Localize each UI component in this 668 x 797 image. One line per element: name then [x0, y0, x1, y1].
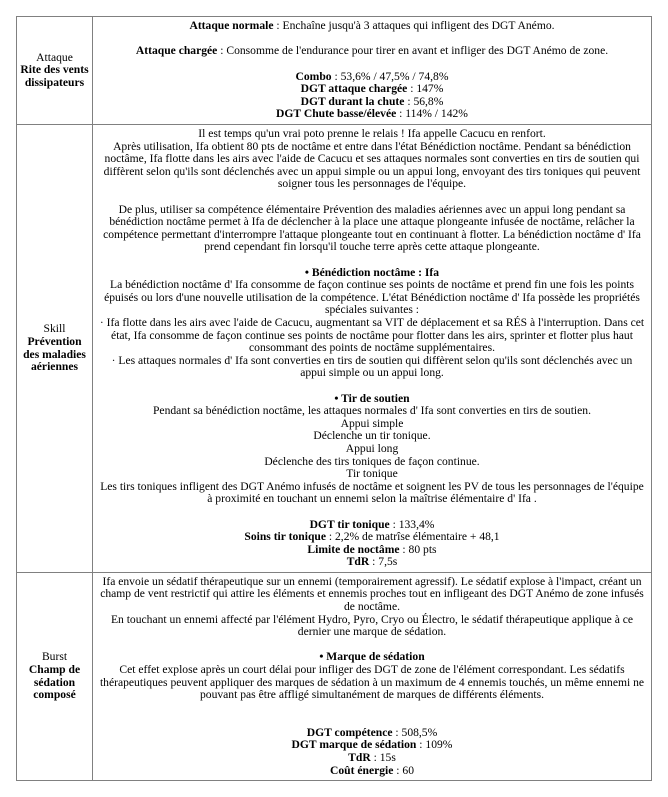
stat-value: : 133,4%	[389, 517, 435, 531]
spacer	[98, 380, 646, 393]
talent-header-cell	[17, 573, 93, 781]
talent-description-cell	[93, 17, 652, 125]
bullet-heading: • Tir de soutien	[334, 391, 410, 405]
description-line: Les tirs toniques infligent des DGT Anémo infusés de noctâme et soignent les PV de tous les personnages de l'équipe à proximité en touchant un ennemi selon la maîtrise élémentaire d' Ifa .	[100, 479, 644, 506]
description-line: En touchant un ennemi affecté par l'élément Hydro, Pyro, Cryo ou Électro, le sédatif thérapeutique applique à ce dernier une marque de sédation.	[110, 612, 634, 639]
spacer	[98, 254, 646, 267]
stat-line	[98, 765, 646, 778]
talent-header-cell	[17, 17, 93, 125]
talent-type-label: Burst	[41, 650, 68, 664]
stat-value: : 56,8%	[404, 94, 444, 108]
talent-name-label: Champ de sédation composé	[28, 662, 81, 702]
stat-line	[98, 20, 646, 33]
talent-row	[17, 573, 652, 781]
stat-value: : 15s	[370, 751, 396, 765]
stat-value: : 147%	[407, 82, 444, 96]
talent-type-label: Attaque	[36, 50, 73, 64]
talent-table	[16, 16, 652, 781]
spacer	[98, 191, 646, 204]
description-line: Appui simple	[340, 416, 404, 430]
stat-value: : Enchaîne jusqu'à 3 attaques qui infligent des DGT Anémo.	[273, 19, 555, 33]
talent-header-cell	[17, 125, 93, 573]
description-line: · Ifa flotte dans les airs avec l'aide de Cacucu, augmentant sa VIT de déplacement et sa RÉS à l'interruption. Dans cet état, Ifa consomme de façon continue ses points de noctâme pour flotter dans les airs, sprinter et flotter plus haut consommant des points de noctâme supplémentaires.	[99, 316, 645, 355]
description-line: · Les attaques normales d' Ifa sont converties en tirs de soutien qui diffèrent selon qu'ils sont déclenchés avec un appui simple ou un appui long.	[111, 353, 633, 380]
stat-value: : 53,6% / 47,5% / 74,8%	[331, 69, 449, 83]
bullet-heading: • Marque de sédation	[319, 650, 425, 664]
stat-line	[98, 108, 646, 121]
talent-row	[17, 125, 652, 573]
stat-line	[98, 45, 646, 58]
description-line: Déclenche un tir tonique.	[313, 429, 431, 443]
talent-type-label: Skill	[43, 322, 66, 336]
talent-description-cell	[93, 125, 652, 573]
stat-label: TdR	[348, 751, 371, 765]
stat-value: : 60	[393, 763, 415, 777]
stat-label: Attaque normale	[189, 19, 274, 33]
bullet-heading: • Bénédiction noctâme : Ifa	[304, 265, 440, 279]
stat-label: DGT durant la chute	[300, 94, 405, 108]
talent-description-cell	[93, 573, 652, 781]
spacer	[98, 702, 646, 727]
description-line: Cet effet explose après un court délai pour infliger des DGT de zone de l'élément correspondant. Les sédatifs thérapeutiques peuvent appliquer des marques de sédation à un maximum de 4 ennemis touchés, un même ennemi ne pouvant pas être affligé simultanément de marques de différents éléments.	[99, 662, 645, 702]
stat-label: DGT attaque chargée	[300, 82, 408, 96]
description-line: Appui long	[345, 441, 399, 455]
stat-value: : 508,5%	[392, 725, 438, 739]
description-line: Tir tonique	[346, 467, 398, 481]
description-line: Déclenche des tirs toniques de façon continue.	[264, 454, 480, 468]
stat-value: : 2,2% de matrîse élémentaire + 48,1	[325, 530, 500, 544]
talent-table-body	[17, 17, 652, 781]
stat-label: Attaque chargée	[135, 44, 218, 58]
stat-label: DGT Chute basse/élevée	[276, 107, 397, 121]
stat-value: : Consomme de l'endurance pour tirer en avant et infliger des DGT Anémo de zone.	[217, 44, 609, 58]
description-line: De plus, utiliser sa compétence élémentaire Prévention des maladies aériennes avec un appui long pendant sa bénédiction noctâme permet à Ifa de déclencher à la place une attaque plongeante infusée de noctâme, relâcher la compétence permettant d'interrompre l'attaque plongeante tout en continuant à flotter. La bénédiction noctâme d' Ifa prend cependant fin lorsqu'il touche terre après cette attaque plongeante.	[103, 202, 641, 254]
description-line: La bénédiction noctâme d' Ifa consomme de façon continue ses points de noctâme et prend fin une fois les points épuisés ou lors d'une nouvelle utilisation de la compétence. L'état Bénédiction noctâme d' Ifa possède les propriétés spéciales suivantes :	[104, 278, 640, 317]
stat-label: DGT marque de sédation	[291, 738, 417, 752]
talent-row	[17, 17, 652, 125]
stat-label: Limite de noctâme	[307, 542, 400, 556]
description-line: Pendant sa bénédiction noctâme, les attaques normales d' Ifa sont converties en tirs de soutien.	[152, 404, 591, 418]
talent-name-label: Prévention des maladies aériennes	[23, 334, 86, 374]
stat-value: : 7,5s	[369, 555, 398, 569]
stat-label: Soins tir tonique	[244, 530, 326, 544]
stat-value: : 114% / 142%	[396, 107, 468, 121]
stat-label: TdR	[346, 555, 370, 569]
stat-label: Combo	[295, 69, 332, 83]
description-line: Il est temps qu'un vrai poto prenne le relais ! Ifa appelle Cacucu en renfort.	[198, 127, 546, 141]
description-line: Ifa envoie un sédatif thérapeutique sur un ennemi (temporairement agressif). Le sédatif explose à l'impact, créant un champ de vent restrictif qui attire les éléments et ennemis proches tout en infligeant des DGT Anémo de zone infusés de noctâme.	[100, 574, 644, 613]
stat-value: : 80 pts	[399, 542, 437, 556]
description-line: Après utilisation, Ifa obtient 80 pts de noctâme et entre dans l'état Bénédiction noctâme. Pendant sa bénédiction noctâme, Ifa flotte dans les airs avec l'aide de Cacucu et ses attaques normales sont converties en tirs de soutien qui diffèrent selon qu'ils sont déclenchés avec un appui simple ou un appui long, envoyant des tirs toniques qui peuvent soigner tous les personnages de l'équipe.	[103, 139, 641, 191]
stat-label: DGT tir tonique	[309, 517, 390, 531]
stat-label: Coût énergie	[329, 763, 394, 777]
talent-name-label: Rite des vents dissipateurs	[20, 63, 89, 89]
stat-line	[98, 556, 646, 569]
stat-value: : 109%	[416, 738, 453, 752]
stat-label: DGT compétence	[306, 725, 393, 739]
